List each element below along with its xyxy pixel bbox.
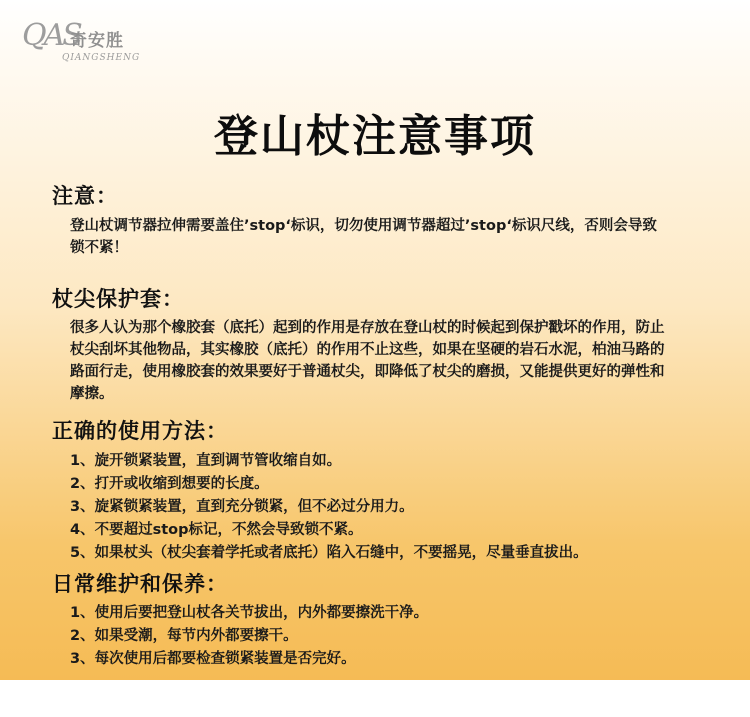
brand-logo [22,18,172,66]
tip-cover-paragraph: 很多人认为那个橡胶套（底托）起到的作用是存放在登山杖的时候起到保护戳坏的作用，防止杖尖刮坏其他物品，其实橡胶（底托）的作用不止这些，如果在坚硬的岩石水泥，柏油马路的路面行走，使用橡胶套的效果要好于普通杖尖，即降低了杖尖的磨损，又能提供更好的弹性和摩擦。 [70,320,665,402]
notice-paragraph: 登山杖调节器拉伸需要盖住’stop‘标识，切勿使用调节器超过’stop‘标识尺线，否则会导致锁不紧！ [70,218,657,256]
page-title: 登山杖注意事项 [214,111,536,162]
section-heading-maintenance: 日常维护和保养： [52,572,228,596]
maintenance-list [70,602,428,671]
list-item: 3、每次使用后都要检查锁紧装置是否完好。 [70,651,356,667]
list-item: 2、打开或收缩到想要的长度。 [70,476,269,492]
brand-subtitle: QIANGSHENG [62,53,141,63]
section-heading-usage: 正确的使用方法： [52,419,228,443]
section-heading-tip-cover: 杖尖保护套： [52,287,184,311]
list-item: 1、使用后要把登山杖各关节拔出，内外都要擦洗干净。 [70,605,429,621]
logo-mark: QAS [22,18,80,53]
list-item: 5、如果杖头（杖尖套着学托或者底托）陷入石缝中，不要摇晃，尽量垂直拔出。 [70,545,588,561]
list-item: 3、旋紧锁紧装置，直到充分锁紧，但不必过分用力。 [70,499,414,515]
brand-name: 奇安胜 [70,31,124,51]
list-item: 1、旋开锁紧装置，直到调节管收缩自如。 [70,453,342,469]
list-item: 4、不要超过stop标记，不然会导致锁不紧。 [70,522,363,538]
usage-list [70,450,588,565]
list-item: 2、如果受潮，每节内外都要擦干。 [70,628,298,644]
section-heading-notice: 注意： [52,184,118,208]
footer-strip [0,680,750,717]
